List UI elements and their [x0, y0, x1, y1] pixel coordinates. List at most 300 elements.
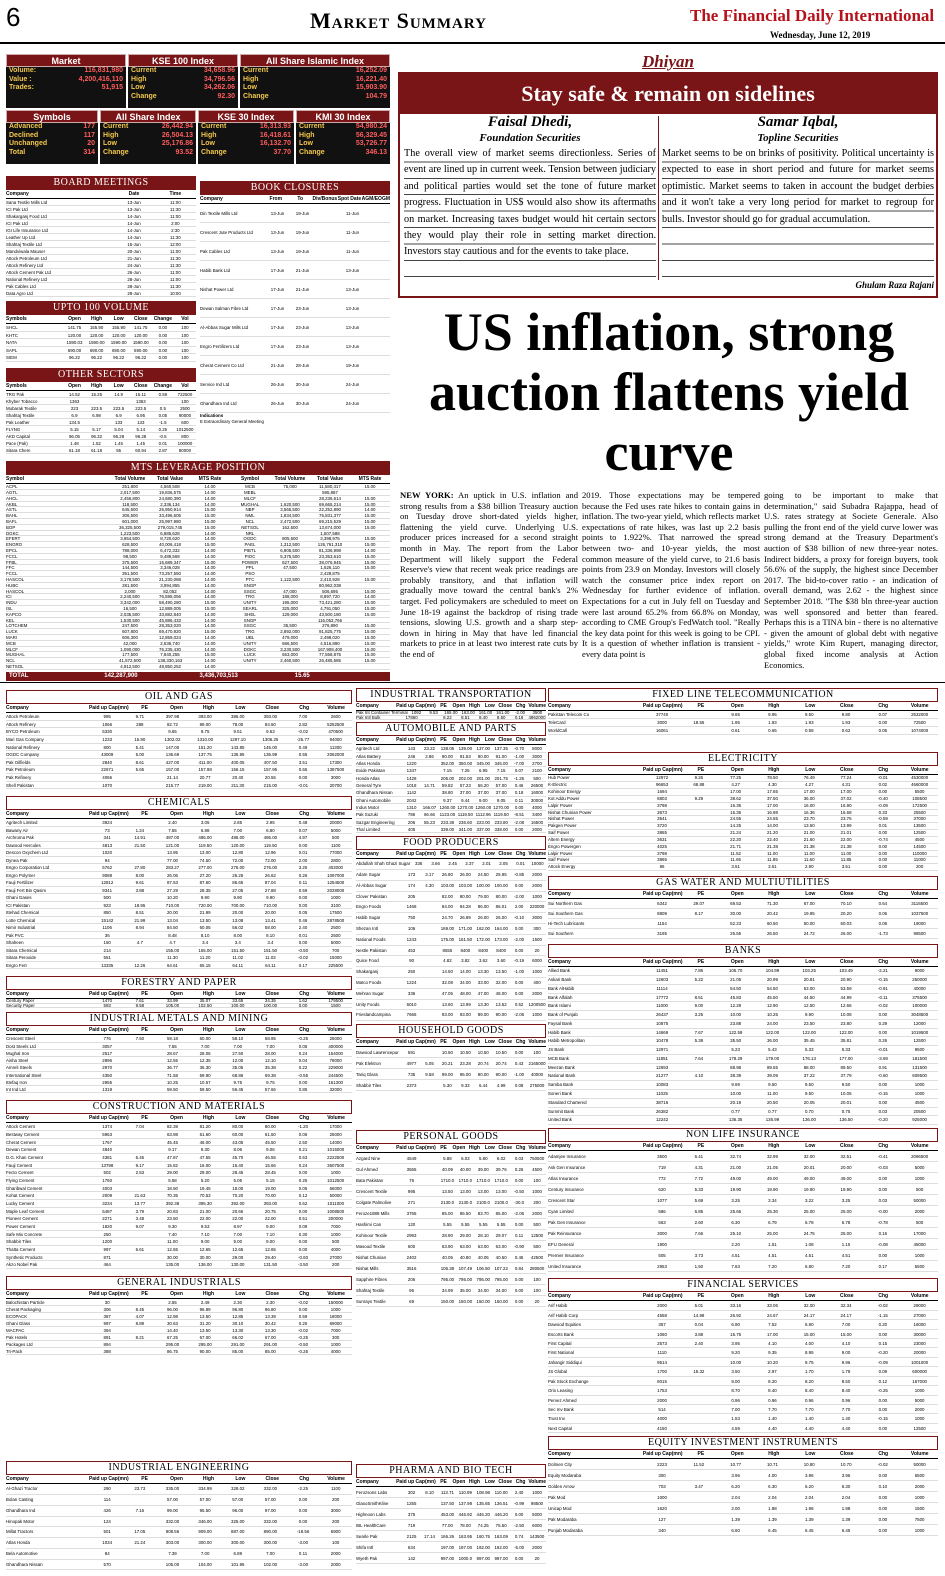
table-row: HUBC 281,500 3,994,855 14.00 SNGP 80,962,038: [6, 583, 390, 589]
table-row: Bela Automotive 84 7.39 7.00 6.89 7.00 0.11 2000: [6, 1549, 352, 1560]
banks-table: [548, 959, 938, 1126]
table-row: Honda Atlas 1428 205.00 202.00 201.00 201.75 -1.25 500: [356, 775, 546, 782]
kse30-box: KSE 30 Index Current 16,313.93 High 16,418.61 Low 16,132.70 Change 37.70: [198, 110, 294, 164]
table-row: BAFL 601,000 25,997,980 15.00 NCL 2,472,500 69,215,529 15.00: [6, 519, 390, 525]
table-row: Feroze1888 Mills 3765 85.00 85.50 83.70 85.00 -2.06 2000: [356, 1208, 546, 1219]
table-row: Kohinoor Textile 2993 28.90 29.00 28.10 29.07 0.11 12500: [356, 1230, 546, 1241]
table-row: Faysal Bank 10875 23.88 24.00 23.50 23.80 0.29 12000: [548, 1020, 938, 1029]
table-header: Company Paid up Cap(mn) PE Open High Low Close Chg Volume: [356, 703, 546, 711]
table-row: Crescent Steel 776 7.50 59.18 60.00 58.10 58.95 -0.25 25000: [6, 1035, 352, 1042]
table-row: Ghani Gases 500 10.20 9.90 9.90 9.90 0.00 1000: [6, 894, 352, 902]
dhiyan-title: Dhiyan: [642, 52, 694, 71]
table-row: MLCF 1,090,000 76,235,430 14.00 DGKC 3,230,500 167,908,400 15.00: [6, 647, 390, 653]
mts-header: MTS LEVERAGE POSITION: [6, 461, 390, 475]
table-row: Engro Polymer 9088 8.00 26.06 27.20 26.25 26.62 0.26 1097000: [6, 872, 352, 880]
table-row: Frieslandcampina 7666 93.00 93.00 89.00 90.00 -2.06 1000: [356, 1010, 546, 1021]
auto-section-header: AUTOMOBILE AND PARTS: [356, 722, 546, 736]
book-closures-header: BOOK CLOSURES: [200, 181, 390, 195]
kmi30-row: Change 346.13: [299, 148, 387, 156]
table-row: Nestle Pakistan 453 8555 8400 8400 8400 0.00 20: [356, 946, 546, 957]
pharma-section-header: PHARMA AND BIO TECH: [356, 1464, 546, 1478]
symbols-row: Declined 117: [9, 131, 95, 139]
table-row: Crescent Star 1077 5.69 3.25 3.34 3.22 3.25 0.03 50000: [548, 1195, 938, 1206]
table-row: NATA 1590.03 1590.00 1590.00 1590.00 0.00 100: [6, 339, 196, 347]
table-row: Gul Ahmed 3565 40.09 40.00 39.00 39.76 0.26 4500: [356, 1164, 546, 1175]
left-author: Faisal Dhedi,: [487, 114, 573, 130]
table-row: Dolmen City 2223 11.52 10.77 10.71 10.80 10.70 -0.02 50000: [548, 1459, 938, 1470]
table-row: Hinopak Motor 124 332.00 346.00 325.00 332.00 0.00 200: [6, 1517, 352, 1528]
table-row: Masood Textile 600 63.90 63.00 63.00 63.00 -0.90 500: [356, 1241, 546, 1252]
table-row: Lalpir Power 3798 16.35 17.00 16.00 16.90 -0.09 172500: [548, 803, 938, 810]
table-row: JS Bank 12971 5.23 5.43 5.33 5.33 -0.01 9500: [548, 1046, 938, 1055]
allshare_islamic-row: High 16,221.40: [243, 75, 387, 83]
table-row: Power Cement 1820 9.07 9.30 9.53 8.97 9.00 0.09 7000: [6, 1223, 352, 1231]
table-row: Attock Petroleum Ltd 21-Jun 11:30: [6, 255, 196, 262]
table-row: GlaxoSmithKline 1255 137.50 137.98 135.65 136.51 -0.99 98500: [356, 1498, 546, 1509]
table-row: Shifa Intl 634 197.00 197.00 192.00 192.00 -5.00 2000: [356, 1542, 546, 1553]
other-sectors-table: [6, 383, 196, 459]
table-row: Ghandhara Nissan 1142 38.80 37.00 37.00 37.00 0.18 16000: [356, 789, 546, 796]
table-row: Unicap Mod 1620 2.00 1.98 1.98 1.98 0.00 1500: [548, 1503, 938, 1514]
table-row: Akzo Nobel Pak 464 135.00 136.00 130.00 131.50 -3.50 200: [6, 1261, 352, 1269]
table-row: Thatta Cement 997 6.61 12.65 12.65 12.65 12.65 0.00 4000: [6, 1246, 352, 1254]
table-row: Attock Energy 86 3.51 3.51 2.90 3.51 0.00 200: [548, 864, 938, 871]
table-row: Shahtaj Textile 6.9 6.98 6.9 6.95 0.05 90000: [6, 412, 196, 419]
table-row: Atlas Battery 246 2.86 90.00 91.53 90.00 91.00 -1.00 3000: [356, 753, 546, 760]
table-row: International Steel 4350 71.58 69.90 68.86 69.38 -0.55 244500: [6, 1072, 352, 1079]
table-row: SIEM 96.22 96.22 96.22 96.22 0.00 100: [6, 354, 196, 362]
kse100-row: Current 34,658.96: [131, 67, 235, 74]
table-row: Pak Refinery 4066 21.14 20.77 20.40 20.55 0.00 3000: [6, 774, 352, 782]
nonlife-table: [548, 1143, 938, 1276]
personal-table: [356, 1145, 546, 1454]
table-row: Lotte Chemical 15142 21.99 13.04 13.50 13.08 13.41 0.46 2878500: [6, 917, 352, 925]
opinion-divider: [658, 116, 659, 280]
table-row: ICI Pak Ltd 14-Jun 2:00: [6, 220, 196, 227]
table-row: Escorts Bank 1060 3.88 15.75 17.00 15.00 15.00 0.00 30000: [548, 1330, 938, 1339]
table-row: Saif Power 3865 21.24 21.20 21.00 21.01 0.00 12500: [548, 830, 938, 837]
table-row: Al-Abbas Sugar 174 4.30 103.00 103.00 100.00 100.00 0.00 2000: [356, 881, 546, 892]
indtrans-section-header: INDUSTRIAL TRANSPORTATION: [356, 688, 546, 702]
table-row: Shakarganj 250 14.50 14.00 13.30 13.50 -1.00 1000: [356, 967, 546, 978]
table-row: Hi-Tech Lubricants 1154 52.23 60.50 50.00 60.03 0.06 19000: [548, 919, 938, 929]
mts-total-row: TOTAL 142,287,900 3,436,703,513 15.65: [6, 672, 390, 681]
table-row: Security Paper 593 9.58 105.00 102.50 100.00 100.00 0.00 1500: [6, 1004, 352, 1009]
table-row: Gharibwal Cement 4003 18.50 19.45 18.00 19.00 0.05 66000: [6, 1185, 352, 1193]
table-row: Azgard Nine 4549 5.88 6.03 5.80 6.02 0.03 750500: [356, 1153, 546, 1164]
table-row: Shaheen 150 4.7 4.7 3.4 3.4 3.4 0.00 5000: [6, 939, 352, 947]
allshare-row: Low 25,176.86: [103, 140, 193, 147]
table-row: Sapphire Fibres 206 795.00 795.00 795.00 795.00 0.00 100: [356, 1274, 546, 1285]
table-row: ACPL 251,800 4,560,508 14.00 MCB 75,000 11,580,317 15.00: [6, 484, 390, 490]
constr-section-header: CONSTRUCTION AND MATERIALS: [6, 1100, 352, 1114]
table-row: AGTL 2,017,500 19,836,575 14.00 MEBL 595,887: [6, 490, 390, 496]
table-row: Service Ind Ltd 26-Jun 30-Jun 24-Jun: [200, 375, 390, 394]
table-row: Sazgar Engineering 206 55.23 233.38 236.60 223.00 233.80 -2.08 16500: [356, 819, 546, 826]
left-org: Foundation Securities: [479, 132, 581, 144]
table-row: Cyan Limited 586 6.85 25.66 25.30 25.00 25.00 -0.00 2000: [548, 1206, 938, 1217]
table-row: Premier Insurance 505 3.73 4.51 4.51 4.51 4.51 0.00 1000: [548, 1250, 938, 1261]
table-row: Dewan Salman Fibre Ltd 17-Jun 23-Jun 13-Jun: [200, 299, 390, 318]
table-row: Sec Inv Bank 514 7.00 7.70 7.70 7.70 0.00 2000: [548, 1405, 938, 1414]
table-row: Shabbir Tiles 1200 11.00 9.00 9.00 9.00 0.00 500: [6, 1238, 352, 1246]
table-row: ICI Pak Ltd 13-Jun 11:30: [6, 206, 196, 213]
table-row: Sana Textile Mills Ltd 13-Jun 11:00: [6, 199, 196, 206]
table-row: Jahangir Siddiqui 9514 10.00 10.20 9.75 9.96 -0.09 1001000: [548, 1358, 938, 1367]
table-row: Mubarak Textile 223 223.5 223.5 223.5 0.5 2500: [6, 405, 196, 412]
personal-section-header: PERSONAL GOODS: [356, 1130, 546, 1144]
kmi30-row: Current 54,980.24: [299, 123, 387, 130]
table-row: Sitara Chemical 214 155.00 155.00 151.50 151.50 -0.50 700: [6, 947, 352, 955]
allshare_islamic-row: Change 104.79: [243, 92, 387, 100]
table-row: Bawany Air 73 1.24 7.55 6.88 7.00 6.80 0.07 5000: [6, 827, 352, 835]
table-row: Arif Habib Corp 4558 14.98 26.92 24.67 24.17 24.17 -1.15 27000: [548, 1311, 938, 1320]
table-header: Company Paid up Cap(mn) PE Open High Low Close Chg Volume: [6, 1027, 352, 1035]
table-row: TRG Pak 14.52 15.25 14.9 15.11 0.59 722500: [6, 391, 196, 398]
table-row: Engro Fert 13335 12.26 64.61 65.15 64.11 64.11 0.17 225500: [6, 962, 352, 970]
table-row: HASCOL 2,000 82,052 14.00 SSGC 47,000 506,695 15.00: [6, 589, 390, 595]
table-row: Pak Cables Ltd 13-Jun 19-Jun 11-Jun: [200, 242, 390, 261]
table-row: ICI Pakistan 923 18.95 710.00 720.00 700.00 710.00 0.00 3100: [6, 902, 352, 910]
board-meetings-header: BOARD MEETINGS: [6, 176, 196, 190]
table-row: Allied Bank 11451 7.86 105.70 104.99 103.25 103.49 -2.21 9000: [548, 967, 938, 976]
table-row: Tri-Pack 388 86.75 90.00 85.00 85.00 -0.25 4000: [6, 1348, 352, 1355]
table-row: Dost Steels Ltd 3057 7.55 7.00 7.00 7.00 0.05 400000: [6, 1043, 352, 1050]
table-row: Pak Intl Bulk 17860 8.22 8.51 8.40 8.50 0.18 4962000: [356, 714, 546, 720]
metals-section-header: INDUSTRIAL METALS AND MINING: [6, 1012, 352, 1026]
table-row: Attock Refinery 1066 288 82.72 89.00 78.00 84.50 2.82 5252500: [6, 721, 352, 729]
table-row: ENGRO 628,500 40,006,418 15.00 PAEL 1,312,500 126,761,310 15.00: [6, 542, 390, 548]
table-row: Unity Foods 6010 13.60 13.99 13.30 13.52 0.52 1200500: [356, 1000, 546, 1011]
household-section-header: HOUSEHOLD GOODS: [356, 1024, 546, 1038]
table-row: Ghandhara Nissan 570 105.00 104.00 101.95 102.00 -3.00 2000: [6, 1560, 352, 1571]
dhiyan-banner: Stay safe & remain on sidelines: [400, 74, 936, 114]
table-row: ASTL 645,500 26,950,914 15.00 NBP 3,565,500 22,252,890 14.00: [6, 507, 390, 513]
table-row: Fauji Fert Bin Qasim 9341 3.88 27.29 28.35 27.05 27.88 0.59 2028000: [6, 887, 352, 895]
table-row: Kohat Cement 2009 21.63 70.35 70.53 70.20 70.00 0.12 50000: [6, 1192, 352, 1200]
table-row: FCCL 98,500 9,489,569 14.00 PIOC 5,375,500 23,353,610 15.00: [6, 554, 390, 560]
table-header: Company Paid up Cap(mn) PE Open High Low Close Chg Volume: [356, 1479, 546, 1487]
table-row: LOTCHEM 247,500 28,353,020 14.00 SSGC 35,500 276,890 15.00: [6, 623, 390, 629]
market-box: Market Volume: 116,831,980 Value : 4,200,416,110 Trades: 51,915: [6, 54, 126, 108]
table-row: United Insurance 2953 1.50 7.63 7.20 6.80 7.20 0.17 5500: [548, 1261, 938, 1272]
finserv-table: [548, 1293, 938, 1434]
table-row: Synthetic Products 871 30.00 30.00 29.00 29.40 -0.60 27000: [6, 1254, 352, 1262]
table-row: Bolan Casting 114 57.00 57.00 57.00 57.00 0.00 200: [6, 1495, 352, 1506]
pharma-table: [356, 1479, 546, 1571]
table-row: Pioneer Cement 2271 3.48 23.50 22.00 22.00 22.00 0.51 200000: [6, 1215, 352, 1223]
table-row: Mehran Sugar 336 47.05 48.00 47.00 48.00 0.00 2000: [356, 989, 546, 1000]
equity-section-header: EQUITY INVESTMENT INSTRUMENTS: [548, 1436, 938, 1450]
indtrans-table: [356, 703, 546, 718]
table-header: Company Paid up Cap(mn) PE Open High Low Close Chg Volume: [548, 959, 938, 967]
table-row: KAPCO 2,035,500 33,882,840 14.00 SHEL 129,000 43,500,180 15.00: [6, 612, 390, 618]
left-opinion: The overall view of market seems directionless. Series of event are lined up in current week. Tension between judiciary and political parties would set the tone of future market progress. Fluctuation in US$ would also show its aftermaths on market. Increasing taxes budget would hit certain sectors they would play their role in setting market direction. Investors stay cautious and for the events to take place.: [404, 146, 656, 277]
kse30-row: Low 16,132.70: [201, 140, 291, 147]
table-row: ISL 16,500 12,889,005 15.00 SEARL 325,000 4,791,050 15.00: [6, 606, 390, 612]
table-header: Company Paid up Cap(mn) PE Open High Low Close Chg Volume: [6, 1476, 352, 1484]
table-row: First National 1110 9.20 9.35 8.95 9.00 -0.20 20000: [548, 1348, 938, 1357]
table-row: FFBL 375,500 15,689,347 15.00 POWER 627,500 38,076,945 15.00: [6, 560, 390, 566]
equity-table: [548, 1451, 938, 1572]
table-row: Sunrays Textile 69 150.00 150.00 150.00 150.00 0.00 20: [356, 1296, 546, 1307]
table-row: WorldCall 16061 0.61 0.65 0.58 0.62 0.05 1074000: [548, 727, 938, 735]
table-row: DGKC 1,223,500 6,885,628 14.00 NRL 1,507,588: [6, 531, 390, 537]
table-row: SAPL 690.00 690.00 690.00 690.00 0.00 100: [6, 347, 196, 355]
table-row: Pak Petroleum 22671 5.65 157.00 157.98 156.15 157.95 0.65 1387500: [6, 766, 352, 774]
table-row: Habib Bank Ltd 17-Jun 21-Jun 13-Jun: [200, 261, 390, 280]
newspaper-name: The Financial Daily International: [690, 6, 935, 25]
table-row: OGDC Company 43009 5.00 136.69 137.75 135.95 136.99 0.55 2062000: [6, 751, 352, 759]
table-row: KHTC 120.00 120.00 120.00 120.00 0.00 100: [6, 332, 196, 340]
table-row: NETSOL 4,912,500 48,850,252 14.00: [6, 664, 390, 670]
table-row: BYCO Petroleum 5330 9.65 9.75 9.51 9.63 -0.02 470500: [6, 728, 352, 736]
table-row: D.G. Khan Cement 4381 6.45 47.87 47.55 45.70 46.55 0.63 2222500: [6, 1154, 352, 1162]
allshare-row: Current 26,442.94: [103, 123, 193, 130]
table-row: Engro Powergen 4025 21.71 21.38 21.38 21.38 0.00 14500: [548, 844, 938, 851]
table-row: Crescent Jute Products Ltd 13-Jun 19-Jun 11-Jun: [200, 223, 390, 242]
table-row: Aisha Steel 2896 12.55 12.35 12.00 12.10 0.04 78000: [6, 1057, 352, 1064]
table-row: National Bank 21277 4.10 38.39 39.09 37.22 37.79 -0.60 609500: [548, 1072, 938, 1081]
table-row: Nishat Power 3541 24.55 24.55 23.70 23.76 -0.59 37000: [548, 816, 938, 823]
table-row: Nishat Mills 3516 106.38 107.49 106.50 107.22 0.84 280500: [356, 1263, 546, 1274]
table-header: Company Paid up Cap(mn) PE Open High Low Close Chg Volume: [548, 1293, 938, 1301]
table-row: Adam Sugar 173 3.17 26.80 26.00 24.50 25.95 -0.85 2000: [356, 870, 546, 881]
table-row: IGI Life Insurance Ltd 14-Jun 2:30: [6, 227, 196, 234]
table-row: Ghandhara Ind 426 7.16 99.00 95.50 96.00 97.00 0.00 3000: [6, 1506, 352, 1517]
table-row: Shezan Intl 106 169.00 171.00 162.00 164.00 0.00 300: [356, 924, 546, 935]
allshare-row: High 26,504.13: [103, 131, 193, 139]
table-row: KEL 1,530,500 45,886,433 14.00 SNGP 116,053,766: [6, 618, 390, 624]
table-row: Khyber Tobacco 1363 1363 100: [6, 398, 196, 405]
table-row: Shahtaj Textile Ltd 15-Jun 12:00: [6, 241, 196, 248]
table-row: FCCL 351,500 73,257,550 14.00 PSO 2,428,875: [6, 571, 390, 577]
table-row: Packages Ltd 894 295.00 295.00 291.00 291.00 -0.50 1000: [6, 1341, 352, 1348]
table-row: Lucky Cement 3234 13.77 392.38 395.30 392.00 393.00 0.62 1011000: [6, 1200, 352, 1208]
table-row: Lalpir Power 3798 11.52 11.00 11.00 11.00 0.00 110000: [548, 851, 938, 858]
table-header: Company Paid up Cap(mn) PE Open High Low Close Chg Volume: [548, 891, 938, 899]
elec-table: [548, 767, 938, 872]
table-row: NCL 41,572,500 138,330,163 14.00 UNITY 2,460,500 26,485,585 15.00: [6, 658, 390, 664]
table-row: Fecto Cement 502 2.53 29.00 29.00 28.45 28.45 0.00 1000: [6, 1169, 352, 1177]
table-row: United Bank 12242 136.35 136.99 136.00 136.50 -0.20 925000: [548, 1116, 938, 1125]
page-number: 6: [6, 2, 21, 32]
allshare-box: All Share Index Current 26,442.94 High 26,504.13 Low 25,176.86 Change 93.52: [100, 110, 196, 164]
table-row: Safe Mix Concrete 250 7.40 7.10 7.00 7.10 0.30 1000: [6, 1231, 352, 1239]
table-row: Sui Southern Gas 8809 8.17 30.00 20.42 19.95 20.20 0.06 1037500: [548, 909, 938, 919]
allshare-islamic-box: All Share Islamic Index Current 16,252.09 High 16,221.40 Low 15,903.90 Change 104.79: [240, 54, 390, 108]
table-row: BOP 36,325,500 279,015,745 15.00 NETSOL 162,500 13,674,000 15.00: [6, 525, 390, 531]
table-row: Sitara Chem 61.18 61.18 55 60.94 2.87 80000: [6, 447, 196, 454]
table-row: Century Paper 1470 7.61 33.99 35.07 33.65 34.35 1.62 179500: [6, 999, 352, 1004]
market-row: Value : 4,200,416,110: [9, 75, 123, 83]
table-row: Equity Modaraba 300 3.96 4.00 3.96 3.96 0.00 6500: [548, 1470, 938, 1481]
story-column-3: going to be important to make that determination," said Subadra Rajappa, head of U.S. rates strategy at Societe Generale. Also pulling the front end of the yield curve lower was strong demand at the Treasury Department's auction of $38 billion of new three-year notes. Indirect bidders, a proxy for foreign buyers, took 56.6% of the supply, the highest since December 2017. The bid-to-cover ratio - an indication of overall demand, was 2.62 - the highest since September 2018. "The $38 bln three-year auction was well sponsored and better than feared. Perhaps this is a TINA bin - there is no alternative - given the amount of global debt with negative yields," wrote Kim Rupert, managing director, global fixed income analysis at Action Economics.: [764, 490, 938, 670]
table-row: Agritech Limited 3924 2.40 3.05 2.85 2.95 0.48 20000: [6, 819, 352, 827]
table-row: Shabbir Tiles 2373 5.30 9.33 6.44 4.99 0.08 275000: [356, 1080, 546, 1091]
table-row: Pak Leather 134.5 133 133 -1.5 600: [6, 419, 196, 426]
table-row: Quice Food 90 4.82 3.82 3.62 3.60 -0.19 6000: [356, 956, 546, 967]
table-row: Amreli Steels 2970 36.77 36.30 35.05 35.38 0.22 229000: [6, 1064, 352, 1071]
kse30-row: High 16,418.61: [201, 131, 291, 139]
food-table: [356, 851, 546, 1022]
story-headline: US inflation, strong auction flattens yield curve: [429, 302, 909, 482]
table-row: Clover Pakistan 205 82.00 80.00 79.00 80.00 -2.00 1000: [356, 892, 546, 903]
table-row: Summit Bank 26382 0.77 0.77 0.70 0.75 0.03 20500: [548, 1108, 938, 1117]
table-row: Dawood Lawrencepur 591 10.50 10.50 10.50 10.50 0.00 100: [356, 1047, 546, 1058]
table-row: Indus Motor 1310 166.07 1260.00 1270.00 1260.00 1270.00 0.00 4000: [356, 804, 546, 811]
symbols-row: Advanced 177: [9, 123, 95, 130]
table-row: Soneri Bank 11025 10.00 11.00 9.50 10.05 -0.15 1000: [548, 1090, 938, 1099]
table-row: Al-Ghazi Tractor 290 23.73 335.00 334.99 328.02 332.00 -2.25 1100: [6, 1484, 352, 1495]
table-header: Company Paid up Cap(mn) PE Open High Low Close Chg Volume: [548, 767, 938, 775]
table-row: Pakgen Power 3720 14.25 14.00 13.50 13.99 0.01 13500: [548, 823, 938, 830]
board-meetings-table: [6, 191, 196, 299]
table-row: Mandviwala Mauser 20-Jun 11:00: [6, 248, 196, 255]
oil-table: [6, 705, 352, 790]
table-row: BAHL 306,500 33,496,605 15.00 NML 1,834,500 75,831,377 15.00: [6, 513, 390, 519]
table-row: Pak Reinsurance 3000 7.66 25.10 25.00 24.75 25.00 0.16 17000: [548, 1228, 938, 1239]
table-row: Meezan Bank 12693 88.98 89.55 88.00 89.50 0.91 131500: [548, 1064, 938, 1073]
fixed-section-header: FIXED LINE TELECOMMUNICATION: [548, 688, 938, 702]
table-row: Mari Gas Company 1233 15.90 1302.02 1310.00 1297.10 1306.25 -25.77 94000: [6, 736, 352, 744]
table-row: K-Electric 96653 68.88 4.27 4.30 4.27 4.31 0.02 4660000: [548, 782, 938, 789]
table-row: Pak Stock Exchange 8015 9.00 8.20 8.20 8.50 0.12 167000: [548, 1377, 938, 1386]
table-row: Wyeth Pak 142 997.00 1000.0 997.00 997.00 0.00 20: [356, 1553, 546, 1564]
allshare_islamic-row: Low 15,903.90: [243, 84, 387, 91]
table-row: Tariq Glass 735 9.58 99.00 95.00 90.00 90.00 -1.00 40000: [356, 1069, 546, 1080]
kse30-row: Current 16,313.93: [201, 123, 291, 130]
table-row: Askari Bank 12603 5.22 21.05 20.99 20.81 20.90 -0.15 250000: [548, 976, 938, 985]
table-row: National Foods 1243 175.00 161.50 172.00 173.00 -2.00 1500: [356, 935, 546, 946]
market-row: Volume: 116,831,980: [9, 67, 123, 74]
table-row: Golden Arrow 703 3.47 6.20 6.30 6.20 6.30 0.10 2000: [548, 1481, 938, 1492]
right-org: Topline Securities: [757, 132, 839, 144]
table-row: Engro Corporation Ltd 5762 27.80 283.27 277.00 276.00 276.00 3.25 402000: [6, 864, 352, 872]
table-row: Samba Bank 10083 9.69 9.50 9.50 9.50 0.00 1000: [548, 1081, 938, 1090]
table-row: Dawood Equities 357 0.04 6.90 7.52 6.90 7.00 0.20 16000: [548, 1320, 938, 1329]
metals-table: [6, 1027, 352, 1094]
table-row: Nishat Power Ltd 17-Jun 21-Jun 13-Jun: [200, 280, 390, 299]
table-row: Pak PVC 36 8.48 8.10 8.00 8.10 0.01 2500: [6, 932, 352, 940]
table-row: Fauji Fertilizer 12812 9.61 87.53 87.60 86.65 87.04 0.11 1254500: [6, 879, 352, 887]
table-row: Ferozsons Labs 302 8.10 113.71 110.99 108.98 110.00 2.40 1000: [356, 1487, 546, 1498]
table-header: Company Paid up Cap(mn) PE Open High Low Close Chg Volume: [548, 1451, 938, 1459]
table-row: Ghani Automobile 2042 9.37 9.44 9.00 9.05 0.11 30000: [356, 797, 546, 804]
table-row: Nishat Chunian 2402 40.05 40.80 40.05 40.50 0.45 42500: [356, 1252, 546, 1263]
table-row: HASCOL 3,178,500 21,230,088 14.00 PTC 1,122,500 2,410,928 15.00: [6, 577, 390, 583]
table-header: Company Paid up Cap(mn) PE Open High Low Close Chg Volume: [6, 705, 352, 713]
table-row: Attock Cement Pak Ltd 26-Jun 11:00: [6, 269, 196, 276]
table-row: Bestway Cement 5963 63.98 61.60 60.00 61.50 0.06 25000: [6, 1131, 352, 1139]
table-row: Sui Southern 3195 26.55 26.50 24.72 26.00 -1.73 98500: [548, 929, 938, 939]
symbols-row: Total 314: [9, 148, 95, 156]
table-row: Ask Gen Insurance 719 4.31 21.00 21.05 20.01 20.00 -0.03 5000: [548, 1162, 938, 1173]
table-row: Punjab Modaraba 340 6.60 6.45 6.45 6.45 0.00 1000: [548, 1525, 938, 1536]
table-row: Colgate Palmolive 271 2130.0 2130.0 2100.0 2100.0 -30.0 200: [356, 1197, 546, 1208]
table-row: National Refinery Ltd 28-Jun 11:00: [6, 276, 196, 283]
table-row: Agritech Ltd 143 23.22 138.05 139.00 137.00 137.35 -0.70 8000: [356, 745, 546, 752]
table-row: Bata Pakistan 76 1710.0 1710.0 1710.0 1710.0 0.00 100: [356, 1175, 546, 1186]
table-row: Habib Bank 14669 7.67 122.59 122.00 122.00 122.00 0.00 1019500: [548, 1029, 938, 1038]
table-row: Pak Suzuki 786 66.66 1123.00 1119.50 1112.96 1119.50 -8.51 3400: [356, 811, 546, 818]
table-row: Engro Fertilizers Ltd 17-Jun 23-Jun 13-Jun: [200, 337, 390, 356]
table-row: Bank Islami 11000 9.00 12.28 12.90 12.50 12.66 -0.02 100000: [548, 1002, 938, 1011]
allshare_islamic-row: Current 16,252.09: [243, 67, 387, 74]
table-row: AHCL 2,456,800 24,680,390 14.00 MLCF 28,236,614 15.00: [6, 496, 390, 502]
table-row: ECOPACK 387 4.07 12.98 13.50 12.85 13.39 0.59 18000: [6, 1313, 352, 1320]
table-row: AKBL 118,500 2,336,134 14.00 MUGHAL 1,620,500 69,665,214 15.00: [6, 502, 390, 508]
general-section-header: GENERAL INDUSTRIALS: [6, 1276, 352, 1290]
symbols-row: Unchanged 20: [9, 140, 95, 147]
table-row: FLYNG 5.15 5.17 5.04 5.14 0.25 1012500: [6, 426, 196, 433]
forest-table: [6, 991, 352, 1006]
table-row: Atlas Honda 1220 352.00 350.00 345.00 345.00 -7.00 2700: [356, 760, 546, 767]
symbols-box: Symbols Advanced 177 Declined 117 Unchanged 20 Total 314: [6, 110, 98, 164]
table-row: Century Insurance 620 5.33 19.90 19.90 19.90 19.90 0.00 500: [548, 1184, 938, 1195]
table-row: Dewan Cement 4840 9.17 9.30 8.06 9.06 0.21 1015000: [6, 1146, 352, 1154]
nonlife-section-header: NON LIFE INSURANCE: [548, 1128, 938, 1142]
table-row: Searle Pak 2125 17.14 166.26 163.95 160.75 163.09 0.74 143500: [356, 1531, 546, 1542]
table-row: EFERT 3,954,500 8,720,620 14.00 OGDC 805,500 3,398,975 15.00: [6, 536, 390, 542]
table-row: SHCL 141.75 155.90 155.90 141.75 0.00 100: [6, 324, 196, 332]
table-header: Company Paid up Cap(mn) PE Open High Low Close Chg Volume: [356, 737, 546, 745]
table-row: Hub Power 12972 9.26 77.25 78.50 76.49 77.24 -0.01 4530000: [548, 775, 938, 782]
gas-section-header: GAS WATER AND MULTIUTILITIES: [548, 876, 938, 890]
indications-note: E Extraordinary General Meeting: [200, 418, 264, 424]
table-row: Bank AlHabib 11114 54.50 54.50 53.00 53.59 -0.91 40000: [548, 985, 938, 994]
elec-section-header: ELECTRICITY: [548, 752, 938, 766]
table-row: Mughal Iron 2517 28.67 28.06 27.50 28.00 0.24 154000: [6, 1050, 352, 1057]
kse100-box: KSE 100 Index Current 34,658.96 High 34,796.56 Low 34,262.06 Change 92.30: [128, 54, 238, 108]
table-row: AKD Capital 96.05 96.32 96.28 96.28 -0.5 800: [6, 433, 196, 440]
table-row: MUGHAL 177,500 7,840,255 15.00 LUCK 653,000 77,558,875 15.00: [6, 652, 390, 658]
table-row: IBL HealthCare 719 77.00 78.00 74.25 75.50 -2.50 6000: [356, 1520, 546, 1531]
finserv-section-header: FINANCIAL SERVICES: [548, 1278, 938, 1292]
table-row: Pervez Ahmed 2000 0.96 0.96 0.96 0.96 0.00 5000: [548, 1396, 938, 1405]
table-row: Cherat Packaging 306 8.45 96.00 96.89 96.80 96.80 0.00 1000: [6, 1306, 352, 1313]
table-row: LUCK 607,800 69,470,920 15.00 TRG 2,892,000 91,825,775 15.00: [6, 629, 390, 635]
table-row: Highnoon Labs 375 453.00 446.92 446.20 446.20 0.00 5000: [356, 1509, 546, 1520]
table-row: Pak Cables Ltd 28-Jun 11:30: [6, 283, 196, 290]
table-row: FFC 144,500 3,346,028 14.00 PPL 47,500 1,626,110 15.00: [6, 565, 390, 571]
general-table: [6, 1291, 352, 1356]
table-row: Data Agro Ltd 28-Jun 10:00: [6, 290, 196, 297]
byline: Ghulam Raza Rajani: [855, 280, 934, 290]
table-row: Ghandhara Ind Ltd 26-Jun 30-Jun 24-Jun: [200, 394, 390, 413]
table-row: Maple Leaf Cement 5487 3.79 20.83 21.00 20.66 20.75 0.00 1008500: [6, 1208, 352, 1216]
table-row: Orix Leasing 1753 8.70 8.40 8.40 8.40 -0.25 1000: [548, 1386, 938, 1395]
auto-table: [356, 737, 546, 834]
table-header: Company Paid up Cap(mn) PE Open High Low Close Chg Volume: [548, 1143, 938, 1151]
issue-date: Wednesday, June 12, 2019: [770, 30, 871, 40]
table-row: Atlas Honda 1034 21.24 303.00 300.00 300.00 300.00 -3.00 100: [6, 1538, 352, 1549]
table-row: Descon Oxychem Ltd 1020 13.95 13.00 12.80 12.96 0.01 77000: [6, 849, 352, 857]
right-author: Samar Iqbal,: [757, 114, 839, 130]
table-row: Pak Mod 1000 2.04 2.04 2.04 2.04 0.00 1000: [548, 1492, 938, 1503]
table-row: Nimir Industrial 1106 8.94 84.50 60.05 56.02 58.00 2.40 2500: [6, 924, 352, 932]
table-row: Kohinoor Energy 1694 17.00 17.65 17.00 17.00 0.00 5500: [548, 789, 938, 796]
table-row: Adamjee Insurance 3500 6.41 32.74 32.99 32.00 32.51 -0.41 2096500: [548, 1151, 938, 1162]
table-header: Company From To Div/Bonus Spot Date AGM/EOGM: [200, 196, 390, 204]
food-section-header: FOOD PRODUCERS: [356, 836, 546, 850]
table-row: Nishat Chunian Power 3673 16.35 16.98 16.36 16.68 0.33 25500: [548, 810, 938, 817]
table-row: MCB Bank 11851 7.64 178.29 179.00 176.13 177.00 -3.69 181500: [548, 1055, 938, 1064]
table-row: Bank Alfalah 17772 8.51 45.83 45.50 44.50 44.99 -0.11 375500: [548, 994, 938, 1003]
header-rule: [0, 42, 945, 44]
banks-section-header: BANKS: [548, 944, 938, 958]
kse30-row: Change 37.70: [201, 148, 291, 156]
